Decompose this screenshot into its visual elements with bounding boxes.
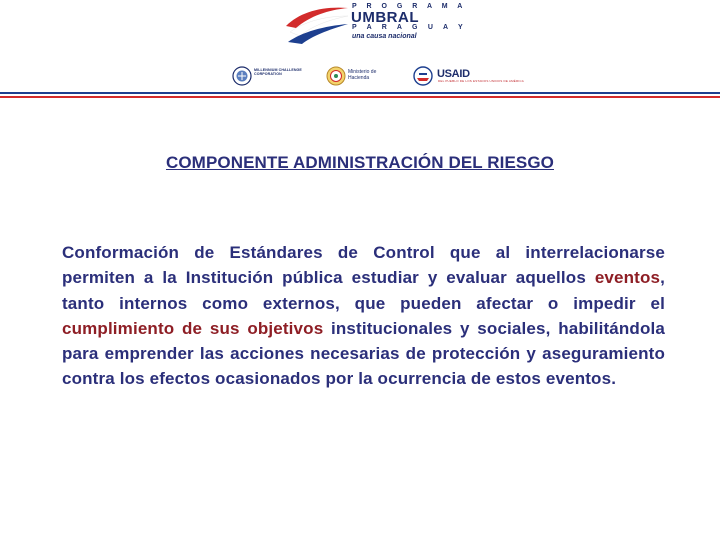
- usaid-name: USAID: [437, 68, 470, 80]
- body-paragraph: [62, 240, 665, 392]
- usaid-subtitle: DEL PUEBLO DE LOS ESTADOS UNIDOS DE AMÉRICA: [438, 79, 524, 83]
- hacienda-logo: [326, 66, 394, 88]
- highlight-eventos: eventos: [594, 268, 661, 288]
- mcc-seal-icon: [232, 66, 252, 86]
- highlight-cumplimiento: cumplimiento de sus objetivos: [62, 318, 324, 338]
- blue-stripe: [0, 92, 720, 94]
- red-stripe: [0, 96, 720, 98]
- page-title: COMPONENTE ADMINISTRACIÓN DEL RIESGO: [165, 153, 554, 172]
- programa-umbral-logo: [284, 2, 467, 46]
- header-stripes: [0, 92, 720, 98]
- body-text-part-3: institucionales y sociales, habilitándola para emprender las acciones necesarias de protección y aseguramiento contra los efectos ocasionados por la ocurrencia de estos eventos.: [62, 318, 665, 389]
- logo-paraguay: P A R A G U A Y: [352, 24, 467, 31]
- logo-umbral: UMBRAL: [351, 9, 419, 26]
- logo-programa: P R O G R A M A: [352, 3, 467, 10]
- mcc-logo: [232, 66, 304, 88]
- logo-tagline: una causa nacional: [352, 33, 417, 40]
- usaid-logo: [412, 66, 524, 88]
- hacienda-name: Ministerio de Hacienda: [348, 69, 377, 81]
- usaid-seal-icon: [412, 66, 434, 86]
- body-text-part-2: , tanto internos como externos, que pueden afectar o impedir el: [62, 268, 665, 313]
- mcc-name: MILLENNIUM CHALLENGE CORPORATION: [254, 68, 302, 76]
- flag-swoosh-icon: [284, 4, 350, 44]
- hacienda-seal-icon: [326, 66, 346, 86]
- body-text-part-1: Conformación de Estándares de Control que al interrelacionarse permiten a la Institución pública estudiar y evaluar aquellos: [62, 243, 665, 288]
